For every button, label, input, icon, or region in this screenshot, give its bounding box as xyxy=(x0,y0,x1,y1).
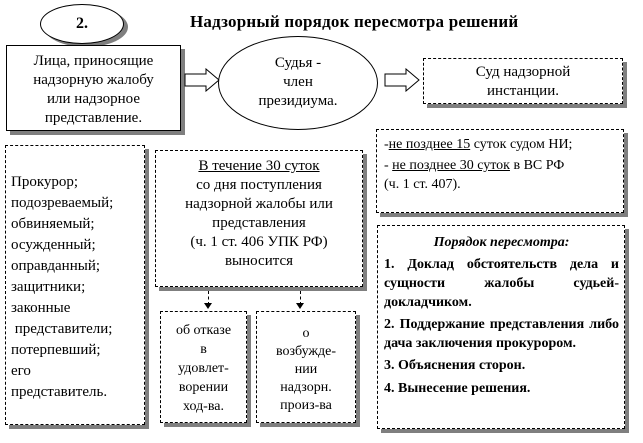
court-line: Суд надзорной xyxy=(475,64,571,80)
arrow-right-icon xyxy=(184,68,220,92)
list-item: подозреваемый; xyxy=(11,195,114,211)
list-item: оправданный; xyxy=(11,258,101,274)
persons-box xyxy=(6,45,181,131)
procedure-item: 2. Поддержание представления либо дача заключения прокурором. xyxy=(384,317,619,351)
middle-line: выносится xyxy=(224,253,294,269)
middle-line: со дня поступления xyxy=(196,177,322,193)
judge-line: президиума. xyxy=(258,93,338,109)
initiate-line: нии xyxy=(294,362,318,377)
arrow-right-icon xyxy=(384,68,420,92)
list-item: законные xyxy=(11,300,71,316)
list-item: его xyxy=(11,363,31,379)
middle-line: (ч. 1 ст. 406 УПК РФ) xyxy=(190,234,328,250)
list-item: Прокурор; xyxy=(11,174,79,190)
deadlines-box xyxy=(376,129,624,213)
list-item: защитники; xyxy=(11,279,86,295)
middle-box xyxy=(155,150,363,287)
judge-line: Судья - xyxy=(274,55,322,71)
list-item: осужденный; xyxy=(11,237,96,253)
refuse-box xyxy=(160,311,247,423)
page-title: Надзорный порядок пересмотра решений xyxy=(190,12,519,31)
deadline-1: -не позднее 15 суток судом НИ; xyxy=(384,137,573,152)
procedure-item: 4. Вынесение решения. xyxy=(384,381,531,396)
court-line: инстанции. xyxy=(487,83,559,99)
middle-line: надзорной жалобы или xyxy=(185,196,333,212)
persons-line: или надзорное xyxy=(47,91,140,107)
refuse-line: удовлет- xyxy=(178,361,229,376)
refuse-line: в xyxy=(200,342,207,357)
arrowhead-down-icon xyxy=(204,303,212,309)
judge-oval xyxy=(218,36,378,130)
initiate-line: возбужде- xyxy=(275,344,337,359)
refuse-line: ворении xyxy=(178,380,229,395)
badge-number: 2. xyxy=(76,15,88,32)
persons-line: надзорную жалобу xyxy=(33,72,154,88)
judge-line: член xyxy=(283,74,313,90)
procedure-item: 1. Доклад обстоятельств дела и сущности жалобы судьей-докладчиком. xyxy=(384,257,619,310)
list-box xyxy=(5,145,145,425)
persons-line: представление. xyxy=(44,110,143,126)
middle-head: В течение 30 суток xyxy=(198,158,320,174)
list-item: представитель. xyxy=(11,384,108,400)
badge-oval xyxy=(40,4,124,44)
initiate-box xyxy=(256,311,356,423)
deadline-1-term: не позднее 15 xyxy=(388,137,471,152)
procedure-box xyxy=(377,225,625,429)
initiate-line: надзорн. xyxy=(280,380,332,395)
procedure-item: 3. Объяснения сторон. xyxy=(384,358,526,373)
list-item: представители; xyxy=(11,321,113,337)
court-box xyxy=(423,58,623,104)
initiate-line: о xyxy=(302,326,310,341)
initiate-line: произ-ва xyxy=(280,398,332,413)
deadline-3: (ч. 1 ст. 407). xyxy=(384,177,461,192)
persons-line: Лица, приносящие xyxy=(33,53,154,69)
list-item: обвиняемый; xyxy=(11,216,95,232)
deadline-2: - не позднее 30 суток в ВС РФ xyxy=(384,158,565,173)
middle-line: представления xyxy=(212,215,306,231)
refuse-line: ход-ва. xyxy=(183,399,224,414)
list-item: потерпевший; xyxy=(11,342,101,358)
arrowhead-down-icon xyxy=(296,303,304,309)
procedure-title: Порядок пересмотра: xyxy=(433,235,570,250)
deadline-2-term: не позднее 30 суток xyxy=(392,158,510,173)
refuse-line: об отказе xyxy=(175,323,232,338)
